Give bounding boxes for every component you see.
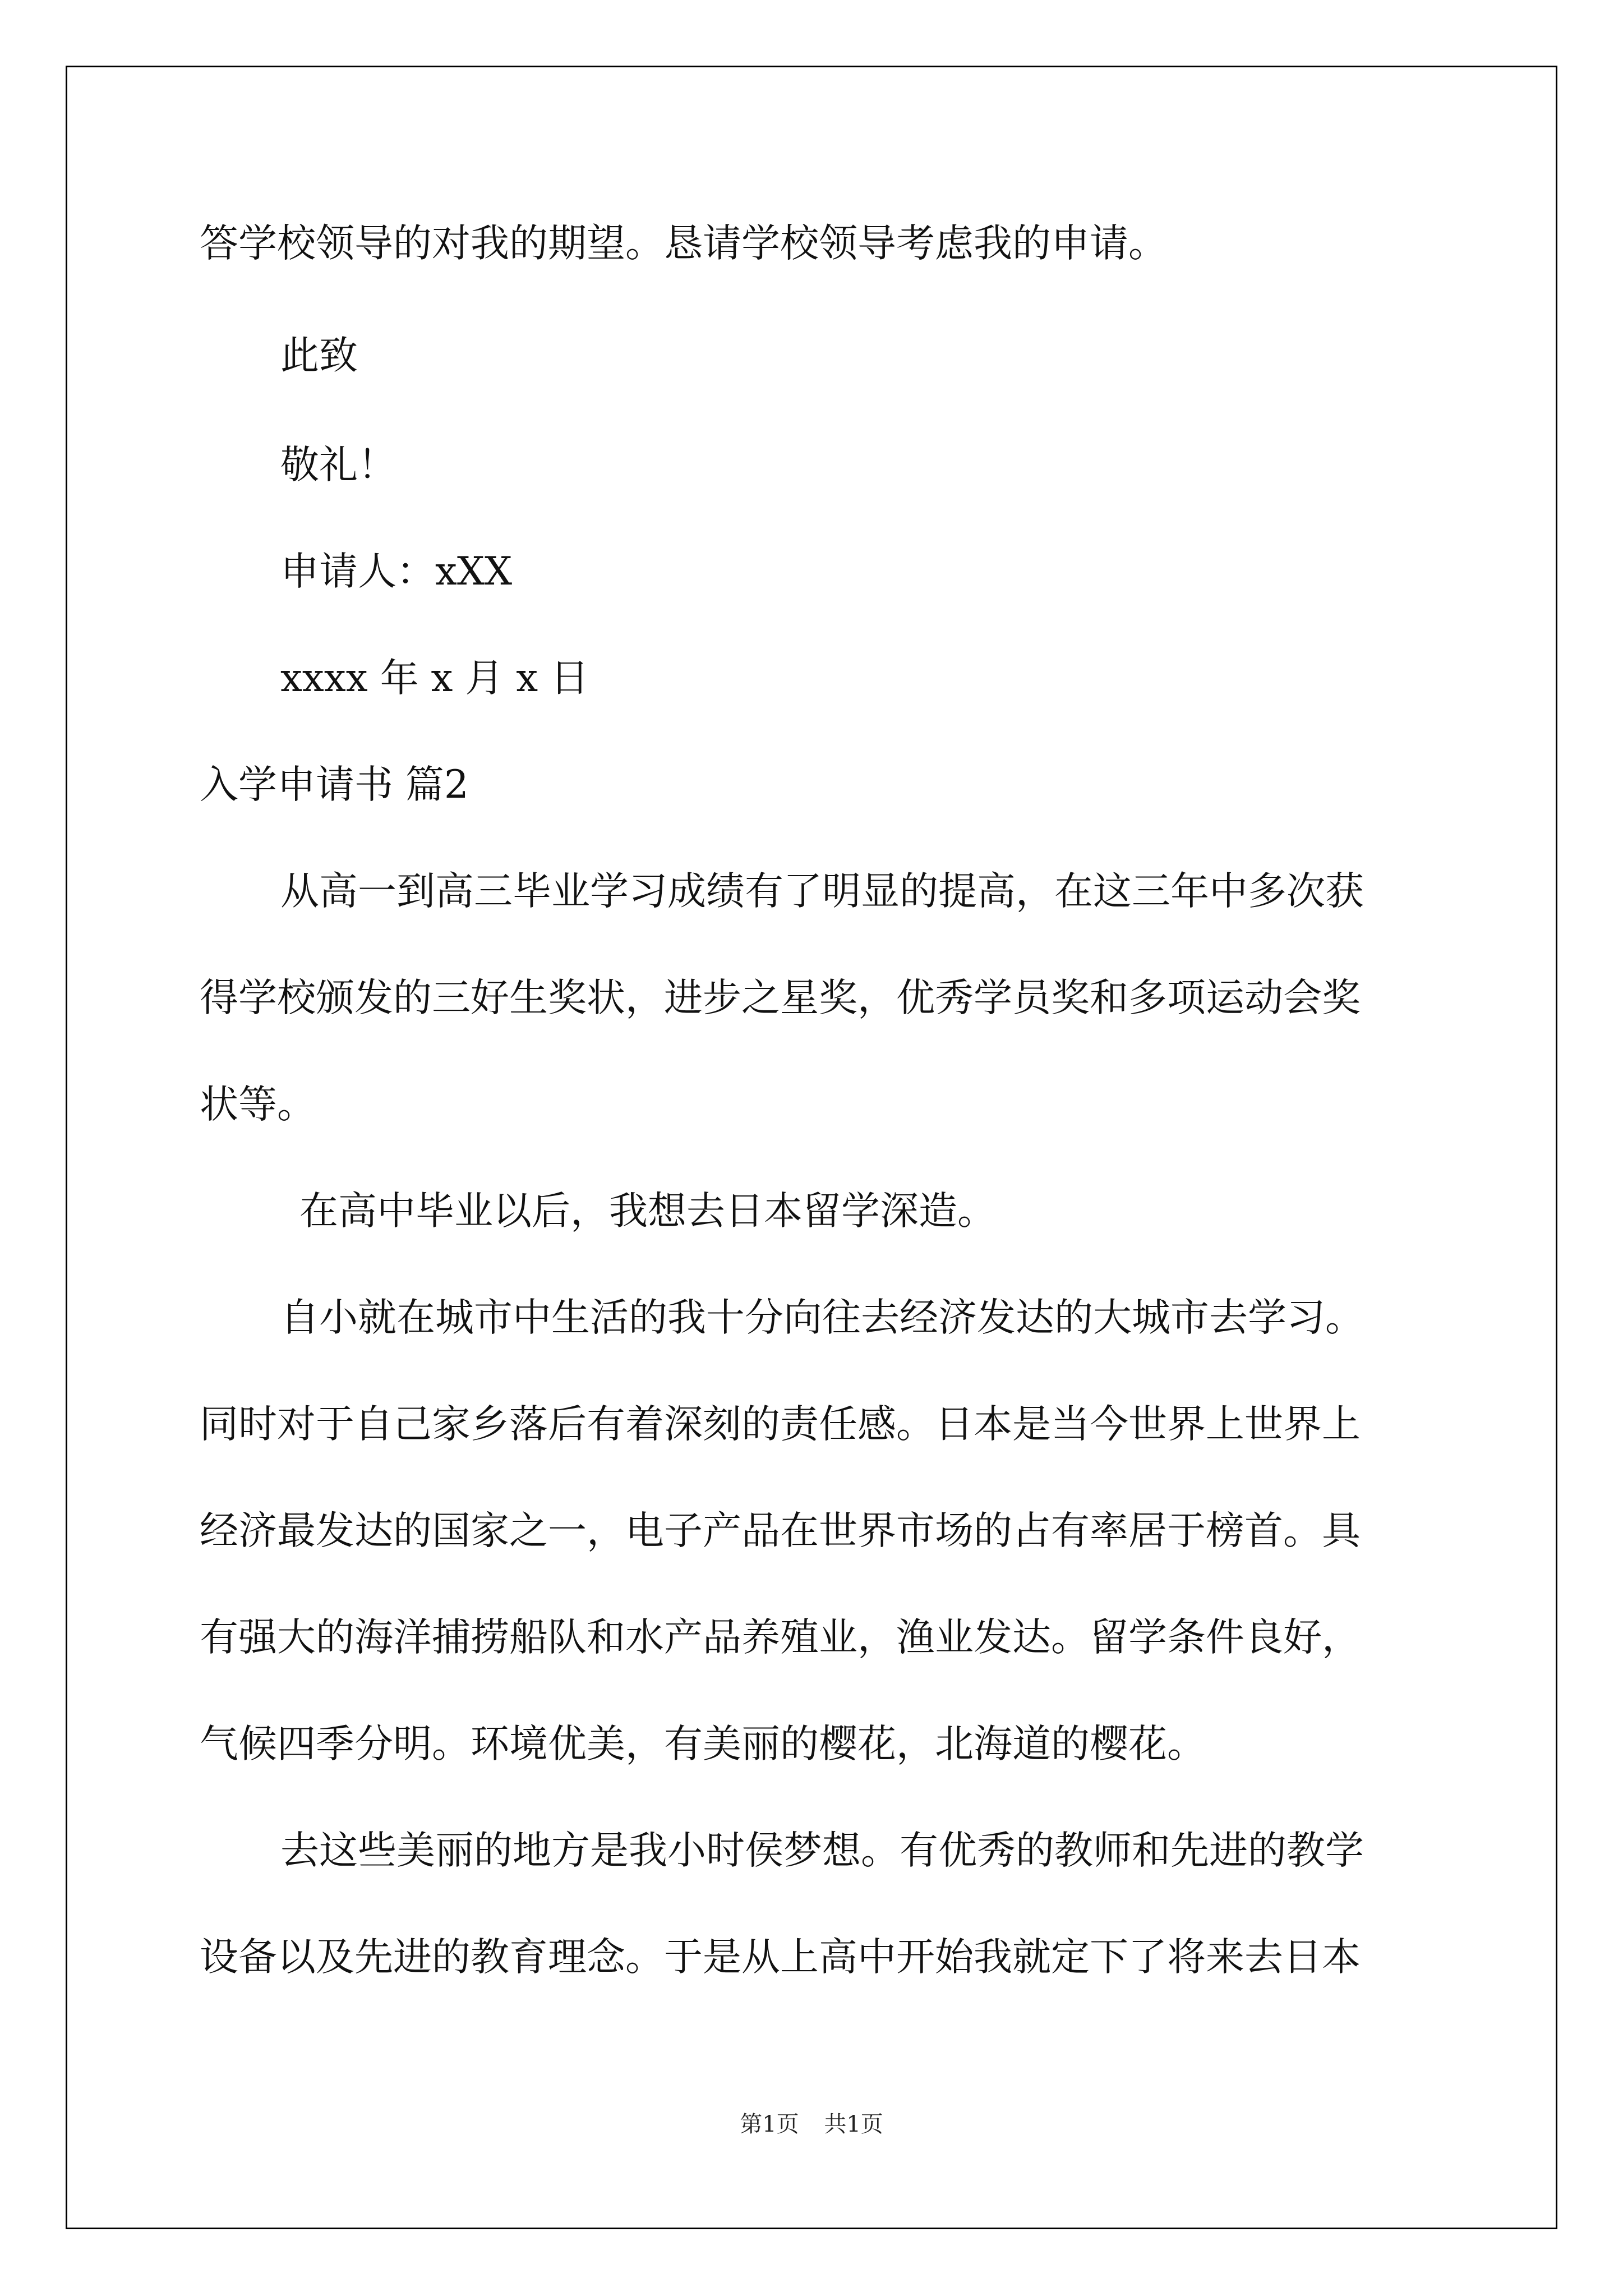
page-footer — [0, 2106, 1623, 2138]
body-line: 同时对于自己家乡落后有着深刻的责任感。日本是当今世界上世界上 — [200, 1402, 1361, 1447]
body-line: 去这些美丽的地方是我小时侯梦想。有优秀的教师和先进的教学 — [280, 1828, 1364, 1873]
body-line: 自小就在城市中生活的我十分向往去经济发达的大城市去学习。 — [280, 1295, 1364, 1340]
body-line: 经济最发达的国家之一，电子产品在世界市场的占有率居于榜首。具 — [200, 1508, 1361, 1553]
page-border — [66, 66, 1557, 2229]
body-line: 在高中毕业以后，我想去日本留学深造。 — [299, 1189, 996, 1234]
body-line: 有强大的海洋捕捞船队和水产品养殖业，渔业发达。留学条件良好， — [200, 1615, 1361, 1660]
page-number: 第1页 — [740, 2111, 799, 2137]
body-line: 气候四季分明。环境优美，有美丽的樱花，北海道的樱花。 — [200, 1722, 1206, 1766]
body-line: 设备以及先进的教育理念。于是从上高中开始我就定下了将来去日本 — [200, 1935, 1361, 1980]
section-heading: 入学申请书 篇2 — [200, 762, 469, 807]
signature-line: 申请人：xXX — [280, 549, 513, 594]
salutation-line: 此致 — [280, 333, 358, 378]
body-line: 从高一到高三毕业学习成绩有了明显的提高，在这三年中多次获 — [280, 869, 1364, 914]
body-line: 状等。 — [200, 1082, 316, 1127]
body-line: 得学校颁发的三好生奖状，进步之星奖，优秀学员奖和多项运动会奖 — [200, 976, 1361, 1020]
salutation-line: 敬礼！ — [280, 443, 396, 487]
page-total: 共1页 — [824, 2111, 883, 2137]
date-line: xxxx 年 x 月 x 日 — [280, 656, 589, 701]
body-line: 答学校领导的对我的期望。恳请学校领导考虑我的申请。 — [200, 221, 1167, 266]
